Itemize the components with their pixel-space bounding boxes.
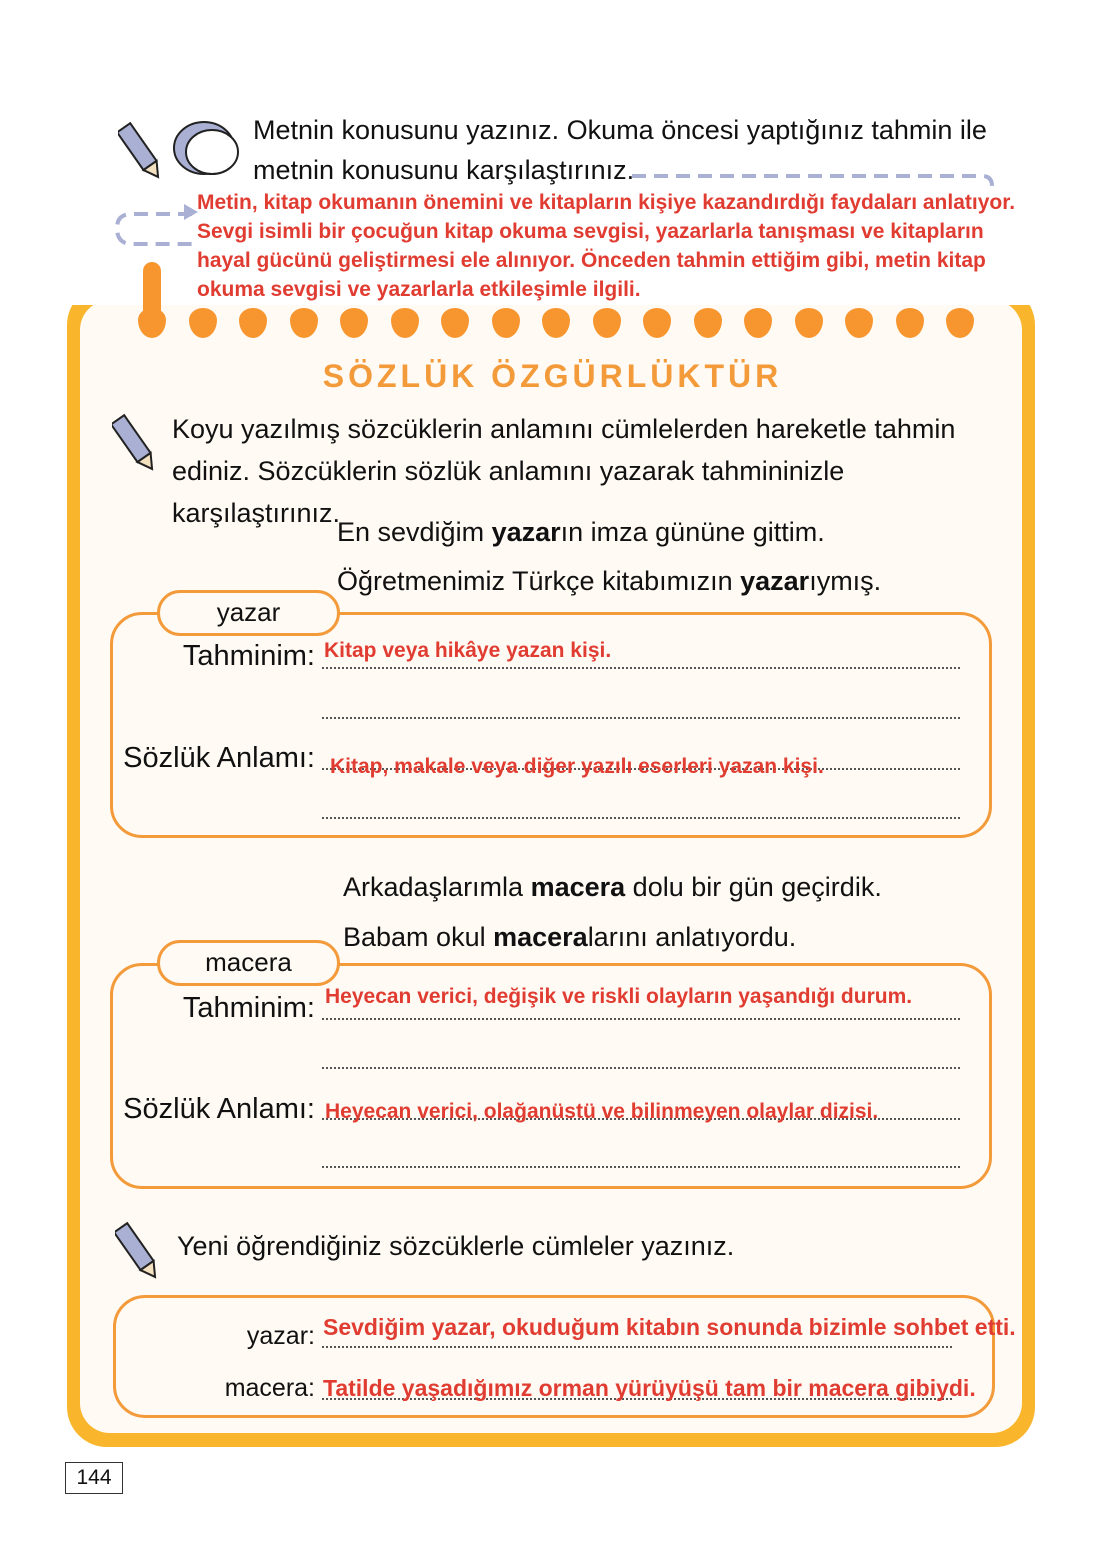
example-sentence: Arkadaşlarımla macera dolu bir gün geçirdik. — [343, 872, 882, 902]
answer-line — [322, 1166, 960, 1168]
answer-line — [322, 1067, 960, 1069]
page-number: 144 — [65, 1462, 123, 1494]
intro-answer[interactable]: Metin, kitap okumanın önemini ve kitapların kişiye kazandırdığı faydaları anlatıyor. Sevgi isimli bir çocuğun kitap okuma sevgisi, yazarlarla tanışması ve kitapların hayal gücünü geliştirmesi ele alınıyor. Önceden tahmin ettiğim gibi, metin kitap okuma sevgisi ve yazarlarla etkileşimle ilgili. — [197, 191, 1016, 301]
answer-line — [322, 717, 960, 719]
section-title: SÖZLÜK ÖZGÜRLÜKTÜR — [322, 358, 783, 394]
pencil-icon — [112, 410, 160, 482]
intro-instruction: Metnin konusunu yazınız. Okuma öncesi yaptığınız tahmin ile metnin konusunu karşılaştırınız. — [253, 115, 987, 185]
guess-label: Tahminim: — [182, 992, 315, 1024]
dictionary-label: Sözlük Anlamı: — [123, 742, 315, 774]
sentence-answer[interactable]: Sevdiğim yazar, okuduğum kitabın sonunda bizimle sohbet etti. — [323, 1314, 1016, 1340]
guess-label: Tahminim: — [182, 640, 315, 672]
word-tab: yazar — [157, 590, 340, 636]
sentences-instruction: Yeni öğrendiğiniz sözcüklerle cümleler yazınız. — [177, 1231, 735, 1261]
dictionary-label: Sözlük Anlamı: — [123, 1093, 315, 1125]
dictionary-answer[interactable]: Heyecan verici, olağanüstü ve bilinmeyen olaylar dizisi. — [325, 1100, 879, 1123]
example-sentence: En sevdiğim yazarın imza gününe gittim. — [337, 517, 825, 547]
example-sentence: Öğretmenimiz Türkçe kitabımızın yazarıymış. — [337, 566, 882, 596]
example-sentence: Babam okul maceralarını anlatıyordu. — [343, 922, 797, 952]
guess-answer[interactable]: Kitap veya hikâye yazan kişi. — [324, 639, 612, 662]
sentence-label: yazar: — [246, 1322, 315, 1350]
answer-line — [322, 667, 960, 669]
vocab-instruction: Koyu yazılmış sözcüklerin anlamını cümlelerden hareketle tahmin ediniz. Sözcüklerin sözlük anlamını yazarak tahmininizle karşılaştırınız. — [172, 414, 956, 528]
sentence-answer[interactable]: Tatilde yaşadığımız orman yürüyüşü tam bir macera gibiydi. — [323, 1375, 976, 1401]
answer-line — [322, 1018, 960, 1020]
answer-line — [322, 817, 960, 819]
word-tab: macera — [157, 940, 340, 986]
answer-line — [322, 1346, 952, 1348]
dictionary-answer[interactable]: Kitap, makale veya diğer yazılı eserleri yazan kişi. — [330, 755, 824, 778]
sentence-label: macera: — [224, 1374, 315, 1402]
pencil-icon — [115, 1218, 163, 1290]
guess-answer[interactable]: Heyecan verici, değişik ve riskli olayların yaşandığı durum. — [325, 985, 913, 1008]
